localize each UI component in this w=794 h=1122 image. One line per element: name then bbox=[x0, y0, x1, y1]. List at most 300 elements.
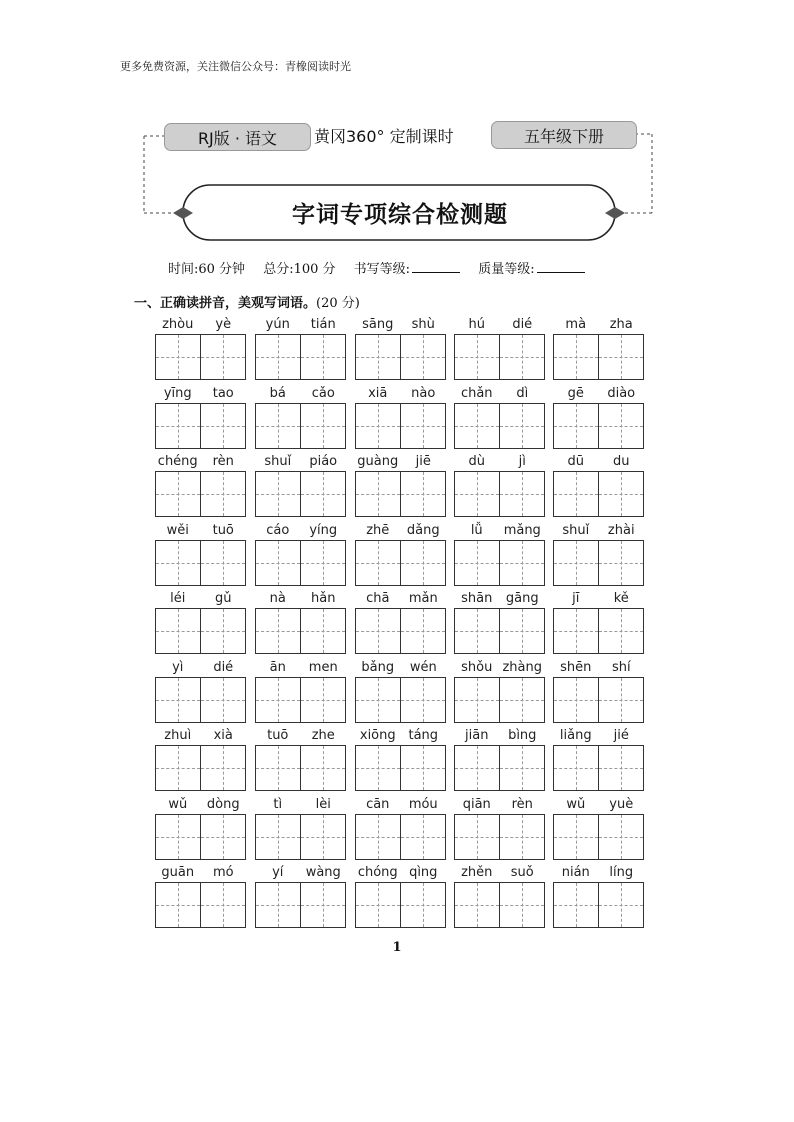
writing-cell[interactable] bbox=[200, 815, 245, 859]
writing-cell[interactable] bbox=[455, 815, 499, 859]
pinyin-label bbox=[355, 860, 446, 880]
pinyin-label bbox=[355, 586, 446, 606]
writing-boxes bbox=[255, 540, 346, 586]
writing-boxes bbox=[454, 745, 545, 791]
pinyin-label bbox=[255, 723, 346, 743]
writing-cell[interactable] bbox=[300, 883, 345, 927]
writing-boxes bbox=[355, 471, 446, 517]
writing-boxes bbox=[553, 814, 644, 860]
word-item bbox=[553, 792, 644, 860]
pinyin-label bbox=[355, 312, 446, 332]
pinyin-syllable: xià bbox=[213, 728, 233, 743]
pinyin-label bbox=[255, 312, 346, 332]
pinyin-syllable: hú bbox=[468, 317, 485, 332]
word-item bbox=[454, 655, 545, 723]
writing-boxes bbox=[454, 608, 545, 654]
pinyin-label bbox=[255, 792, 346, 812]
writing-cell[interactable] bbox=[200, 883, 245, 927]
pinyin-syllable: wěi bbox=[166, 522, 189, 538]
word-item bbox=[155, 586, 246, 654]
pinyin-label bbox=[255, 586, 346, 606]
writing-cell[interactable] bbox=[554, 609, 598, 653]
pinyin-syllable: yíng bbox=[309, 522, 338, 538]
pinyin-syllable: wǔ bbox=[168, 796, 188, 812]
writing-boxes bbox=[255, 677, 346, 723]
word-item bbox=[155, 518, 246, 586]
word-item bbox=[355, 860, 446, 928]
section-points: (20 分) bbox=[316, 296, 360, 311]
pinyin-syllable: qìng bbox=[409, 865, 438, 880]
pinyin-label bbox=[355, 449, 446, 469]
pinyin-syllable: bìng bbox=[508, 728, 537, 743]
pinyin-label bbox=[553, 312, 644, 332]
word-item bbox=[155, 381, 246, 449]
writing-cell[interactable] bbox=[256, 746, 300, 790]
writing-boxes bbox=[454, 882, 545, 928]
pinyin-syllable: dòng bbox=[206, 796, 240, 812]
writing-cell[interactable] bbox=[554, 335, 598, 379]
pinyin-syllable: cān bbox=[366, 796, 390, 812]
word-item bbox=[155, 860, 246, 928]
word-item bbox=[255, 381, 346, 449]
quality-grade-blank bbox=[537, 262, 585, 273]
pinyin-syllable: zhuì bbox=[164, 728, 192, 743]
writing-cell[interactable] bbox=[356, 335, 400, 379]
writing-cell[interactable] bbox=[499, 746, 544, 790]
pinyin-label bbox=[553, 449, 644, 469]
writing-cell[interactable] bbox=[256, 609, 300, 653]
writing-cell[interactable] bbox=[156, 609, 200, 653]
pinyin-syllable: shuǐ bbox=[562, 522, 590, 538]
writing-cell[interactable] bbox=[256, 472, 300, 516]
pinyin-syllable: xiōng bbox=[359, 728, 396, 743]
pinyin-syllable: shēn bbox=[560, 659, 592, 675]
pinyin-label bbox=[155, 723, 246, 743]
pinyin-syllable: mó bbox=[212, 865, 234, 880]
writing-cell[interactable] bbox=[300, 815, 345, 859]
writing-cell[interactable] bbox=[598, 335, 643, 379]
pinyin-syllable: cǎo bbox=[311, 385, 335, 401]
grade-badge: 五年级下册 bbox=[491, 121, 637, 149]
pinyin-syllable: bá bbox=[269, 385, 286, 401]
writing-cell[interactable] bbox=[400, 404, 445, 448]
writing-cell[interactable] bbox=[356, 883, 400, 927]
word-item bbox=[255, 449, 346, 517]
writing-boxes bbox=[255, 471, 346, 517]
writing-boxes bbox=[155, 471, 246, 517]
writing-cell[interactable] bbox=[356, 609, 400, 653]
writing-boxes bbox=[255, 882, 346, 928]
pinyin-syllable: hǎn bbox=[311, 591, 336, 606]
pinyin-label bbox=[155, 860, 246, 880]
pinyin-label bbox=[155, 312, 246, 332]
word-item bbox=[355, 792, 446, 860]
writing-boxes bbox=[355, 882, 446, 928]
word-item bbox=[454, 381, 545, 449]
writing-cell[interactable] bbox=[300, 746, 345, 790]
pinyin-label bbox=[155, 381, 246, 401]
writing-cell[interactable] bbox=[400, 883, 445, 927]
pinyin-syllable: guàng bbox=[357, 454, 399, 469]
writing-cell[interactable] bbox=[256, 335, 300, 379]
word-item bbox=[454, 586, 545, 654]
writing-boxes bbox=[355, 540, 446, 586]
pinyin-syllable: tián bbox=[310, 317, 336, 332]
pinyin-syllable: tuō bbox=[212, 522, 234, 538]
pinyin-syllable: shù bbox=[411, 317, 435, 332]
pinyin-syllable: gǔ bbox=[215, 591, 232, 606]
series-label: 黄冈360° 定制课时 bbox=[314, 127, 454, 146]
word-row bbox=[155, 860, 645, 929]
writing-cell[interactable] bbox=[554, 541, 598, 585]
word-item bbox=[155, 449, 246, 517]
pinyin-syllable: zhài bbox=[607, 522, 635, 538]
pinyin-syllable: shān bbox=[461, 591, 493, 606]
writing-cell[interactable] bbox=[455, 746, 499, 790]
writing-cell[interactable] bbox=[156, 678, 200, 722]
pinyin-label bbox=[454, 655, 545, 675]
pinyin-syllable: jī bbox=[572, 591, 580, 606]
pinyin-syllable: chéng bbox=[157, 454, 198, 469]
writing-boxes bbox=[454, 471, 545, 517]
writing-cell[interactable] bbox=[554, 883, 598, 927]
pinyin-label bbox=[355, 381, 446, 401]
writing-cell[interactable] bbox=[455, 883, 499, 927]
pinyin-syllable: lèi bbox=[315, 796, 331, 812]
pinyin-syllable: wén bbox=[409, 659, 437, 675]
writing-cell[interactable] bbox=[598, 883, 643, 927]
pinyin-syllable: dié bbox=[512, 317, 533, 332]
writing-cell[interactable] bbox=[356, 472, 400, 516]
writing-cell[interactable] bbox=[455, 335, 499, 379]
writing-boxes bbox=[355, 745, 446, 791]
writing-boxes bbox=[553, 540, 644, 586]
page-title: 字词专项综合检测题 bbox=[292, 201, 508, 228]
word-item bbox=[255, 518, 346, 586]
writing-cell[interactable] bbox=[300, 472, 345, 516]
pinyin-syllable: gāng bbox=[505, 591, 539, 606]
pinyin-label bbox=[553, 860, 644, 880]
writing-cell[interactable] bbox=[200, 335, 245, 379]
pinyin-label bbox=[255, 655, 346, 675]
writing-cell[interactable] bbox=[400, 472, 445, 516]
writing-boxes bbox=[155, 677, 246, 723]
word-row bbox=[155, 449, 645, 518]
pinyin-syllable: tao bbox=[212, 385, 234, 401]
pinyin-syllable: yún bbox=[265, 317, 290, 332]
pinyin-syllable: gē bbox=[567, 385, 584, 401]
word-item bbox=[255, 723, 346, 791]
writing-grade: 书写等级: bbox=[354, 262, 460, 277]
pinyin-syllable: móu bbox=[408, 796, 438, 812]
writing-cell[interactable] bbox=[598, 609, 643, 653]
pinyin-syllable: dǎng bbox=[406, 522, 440, 538]
word-item bbox=[553, 449, 644, 517]
writing-cell[interactable] bbox=[598, 404, 643, 448]
pinyin-label bbox=[454, 586, 545, 606]
edition-badge: RJ版 · 语文 bbox=[164, 123, 311, 151]
writing-boxes bbox=[355, 334, 446, 380]
writing-boxes bbox=[553, 334, 644, 380]
writing-cell[interactable] bbox=[256, 404, 300, 448]
writing-cell[interactable] bbox=[156, 404, 200, 448]
pinyin-syllable: táng bbox=[408, 728, 439, 743]
pinyin-syllable: kě bbox=[613, 591, 629, 606]
writing-boxes bbox=[553, 882, 644, 928]
writing-cell[interactable] bbox=[156, 541, 200, 585]
writing-boxes bbox=[255, 814, 346, 860]
writing-cell[interactable] bbox=[554, 678, 598, 722]
pinyin-syllable: zhe bbox=[311, 728, 335, 743]
writing-grade-blank bbox=[412, 262, 460, 273]
writing-boxes bbox=[355, 677, 446, 723]
writing-cell[interactable] bbox=[400, 609, 445, 653]
writing-cell[interactable] bbox=[455, 678, 499, 722]
writing-cell[interactable] bbox=[455, 609, 499, 653]
writing-cell[interactable] bbox=[200, 472, 245, 516]
word-item bbox=[454, 449, 545, 517]
word-item bbox=[553, 860, 644, 928]
pinyin-syllable: xiā bbox=[368, 385, 388, 401]
writing-cell[interactable] bbox=[598, 472, 643, 516]
writing-cell[interactable] bbox=[256, 541, 300, 585]
pinyin-syllable: shǒu bbox=[461, 659, 493, 675]
writing-cell[interactable] bbox=[598, 815, 643, 859]
writing-cell[interactable] bbox=[499, 883, 544, 927]
pinyin-label bbox=[553, 381, 644, 401]
word-item bbox=[454, 792, 545, 860]
writing-cell[interactable] bbox=[300, 404, 345, 448]
writing-boxes bbox=[454, 814, 545, 860]
writing-cell[interactable] bbox=[455, 541, 499, 585]
pinyin-syllable: jì bbox=[518, 454, 526, 469]
word-item bbox=[355, 655, 446, 723]
writing-cell[interactable] bbox=[400, 335, 445, 379]
writing-cell[interactable] bbox=[554, 472, 598, 516]
writing-cell[interactable] bbox=[356, 815, 400, 859]
writing-cell[interactable] bbox=[554, 404, 598, 448]
pinyin-label bbox=[553, 586, 644, 606]
word-item bbox=[155, 792, 246, 860]
writing-cell[interactable] bbox=[356, 404, 400, 448]
writing-cell[interactable] bbox=[200, 404, 245, 448]
pinyin-syllable: jiē bbox=[415, 454, 431, 469]
writing-boxes bbox=[155, 882, 246, 928]
pinyin-label bbox=[255, 860, 346, 880]
promo-text: 更多免费资源，关注微信公众号：青橡阅读时光 bbox=[120, 60, 351, 73]
writing-cell[interactable] bbox=[499, 541, 544, 585]
writing-boxes bbox=[255, 745, 346, 791]
pinyin-label bbox=[255, 449, 346, 469]
writing-boxes bbox=[255, 608, 346, 654]
writing-boxes bbox=[155, 334, 246, 380]
pinyin-label bbox=[355, 792, 446, 812]
pinyin-syllable: du bbox=[613, 454, 630, 469]
writing-cell[interactable] bbox=[300, 541, 345, 585]
pinyin-label bbox=[155, 518, 246, 538]
word-item bbox=[255, 792, 346, 860]
pinyin-syllable: guān bbox=[161, 865, 195, 880]
pinyin-label bbox=[454, 449, 545, 469]
writing-cell[interactable] bbox=[400, 541, 445, 585]
pinyin-label bbox=[155, 586, 246, 606]
word-row bbox=[155, 586, 645, 655]
writing-cell[interactable] bbox=[499, 335, 544, 379]
pinyin-syllable: mà bbox=[565, 317, 587, 332]
pinyin-label bbox=[454, 381, 545, 401]
pinyin-label bbox=[454, 723, 545, 743]
pinyin-syllable: dì bbox=[516, 385, 529, 401]
pinyin-syllable: diào bbox=[607, 385, 636, 401]
writing-cell[interactable] bbox=[554, 746, 598, 790]
writing-cell[interactable] bbox=[499, 609, 544, 653]
pinyin-syllable: dū bbox=[567, 454, 584, 469]
time-info: 时间:60 分钟 bbox=[168, 262, 246, 277]
pinyin-syllable: yì bbox=[172, 659, 184, 675]
pinyin-syllable: chǎn bbox=[460, 385, 493, 401]
writing-cell[interactable] bbox=[200, 541, 245, 585]
pinyin-syllable: qiān bbox=[462, 796, 491, 812]
word-item bbox=[553, 586, 644, 654]
writing-cell[interactable] bbox=[499, 815, 544, 859]
pinyin-syllable: jiān bbox=[465, 728, 489, 743]
writing-boxes bbox=[355, 814, 446, 860]
pinyin-syllable: wǔ bbox=[566, 796, 586, 812]
section-title: 一、正确读拼音，美观写词语。(20 分) bbox=[134, 296, 360, 311]
pinyin-syllable: líng bbox=[609, 865, 634, 880]
word-item bbox=[155, 312, 246, 380]
pinyin-writing-grid bbox=[155, 312, 645, 929]
writing-cell[interactable] bbox=[499, 678, 544, 722]
writing-cell[interactable] bbox=[598, 541, 643, 585]
writing-boxes bbox=[355, 608, 446, 654]
writing-boxes bbox=[454, 677, 545, 723]
word-item bbox=[454, 518, 545, 586]
writing-boxes bbox=[553, 608, 644, 654]
word-item bbox=[255, 860, 346, 928]
writing-boxes bbox=[553, 471, 644, 517]
pinyin-syllable: wàng bbox=[305, 865, 341, 880]
pinyin-syllable: yè bbox=[215, 317, 232, 332]
writing-boxes bbox=[553, 745, 644, 791]
writing-cell[interactable] bbox=[598, 746, 643, 790]
pinyin-syllable: shuǐ bbox=[264, 454, 292, 469]
writing-cell[interactable] bbox=[356, 746, 400, 790]
word-row bbox=[155, 723, 645, 792]
writing-cell[interactable] bbox=[356, 541, 400, 585]
writing-cell[interactable] bbox=[554, 815, 598, 859]
writing-boxes bbox=[155, 608, 246, 654]
writing-cell[interactable] bbox=[200, 746, 245, 790]
pinyin-syllable: jié bbox=[613, 728, 629, 743]
pinyin-syllable: yīng bbox=[163, 385, 192, 401]
pinyin-syllable: zhàng bbox=[502, 659, 543, 675]
writing-cell[interactable] bbox=[400, 678, 445, 722]
word-item bbox=[355, 381, 446, 449]
word-item bbox=[255, 586, 346, 654]
writing-cell[interactable] bbox=[156, 883, 200, 927]
pinyin-label bbox=[454, 792, 545, 812]
pinyin-syllable: lǚ bbox=[470, 522, 483, 538]
writing-cell[interactable] bbox=[300, 609, 345, 653]
pinyin-label bbox=[355, 518, 446, 538]
writing-cell[interactable] bbox=[200, 678, 245, 722]
word-item bbox=[553, 518, 644, 586]
pinyin-syllable: nián bbox=[561, 865, 590, 880]
writing-boxes bbox=[454, 540, 545, 586]
pinyin-syllable: nà bbox=[269, 591, 286, 606]
writing-cell[interactable] bbox=[455, 472, 499, 516]
writing-cell[interactable] bbox=[156, 746, 200, 790]
pinyin-syllable: tuō bbox=[267, 728, 289, 743]
writing-boxes bbox=[155, 814, 246, 860]
quality-grade: 质量等级: bbox=[478, 262, 584, 277]
word-row bbox=[155, 518, 645, 587]
pinyin-label bbox=[255, 518, 346, 538]
pinyin-syllable: chóng bbox=[357, 865, 398, 880]
writing-cell[interactable] bbox=[300, 335, 345, 379]
word-item bbox=[553, 312, 644, 380]
writing-cell[interactable] bbox=[499, 404, 544, 448]
writing-cell[interactable] bbox=[200, 609, 245, 653]
pinyin-syllable: zha bbox=[609, 317, 633, 332]
writing-cell[interactable] bbox=[156, 472, 200, 516]
writing-cell[interactable] bbox=[156, 815, 200, 859]
pinyin-syllable: léi bbox=[170, 591, 186, 606]
writing-cell[interactable] bbox=[300, 678, 345, 722]
writing-boxes bbox=[255, 334, 346, 380]
pinyin-label bbox=[155, 449, 246, 469]
pinyin-label bbox=[454, 860, 545, 880]
pinyin-syllable: tì bbox=[273, 796, 283, 812]
pinyin-syllable: nào bbox=[411, 385, 436, 401]
word-item bbox=[553, 655, 644, 723]
word-item bbox=[355, 586, 446, 654]
writing-cell[interactable] bbox=[156, 335, 200, 379]
total-score-info: 总分:100 分 bbox=[263, 262, 336, 277]
pinyin-syllable: cáo bbox=[266, 522, 290, 538]
word-item bbox=[355, 449, 446, 517]
pinyin-label bbox=[553, 792, 644, 812]
pinyin-syllable: suǒ bbox=[510, 865, 534, 880]
pinyin-label bbox=[155, 655, 246, 675]
writing-boxes bbox=[454, 403, 545, 449]
pinyin-syllable: yuè bbox=[609, 796, 634, 812]
word-item bbox=[454, 860, 545, 928]
word-row bbox=[155, 655, 645, 724]
word-row bbox=[155, 792, 645, 861]
word-item bbox=[454, 312, 545, 380]
writing-cell[interactable] bbox=[256, 678, 300, 722]
writing-cell[interactable] bbox=[400, 815, 445, 859]
writing-cell[interactable] bbox=[256, 815, 300, 859]
pinyin-label bbox=[553, 723, 644, 743]
writing-cell[interactable] bbox=[499, 472, 544, 516]
pinyin-syllable: zhē bbox=[366, 522, 390, 538]
writing-cell[interactable] bbox=[598, 678, 643, 722]
writing-boxes bbox=[155, 745, 246, 791]
writing-boxes bbox=[255, 403, 346, 449]
writing-cell[interactable] bbox=[400, 746, 445, 790]
pinyin-label bbox=[553, 518, 644, 538]
writing-cell[interactable] bbox=[256, 883, 300, 927]
writing-cell[interactable] bbox=[455, 404, 499, 448]
pinyin-syllable: rèn bbox=[212, 454, 234, 469]
writing-cell[interactable] bbox=[356, 678, 400, 722]
writing-boxes bbox=[454, 334, 545, 380]
pinyin-syllable: liǎng bbox=[559, 728, 592, 743]
writing-boxes bbox=[553, 403, 644, 449]
